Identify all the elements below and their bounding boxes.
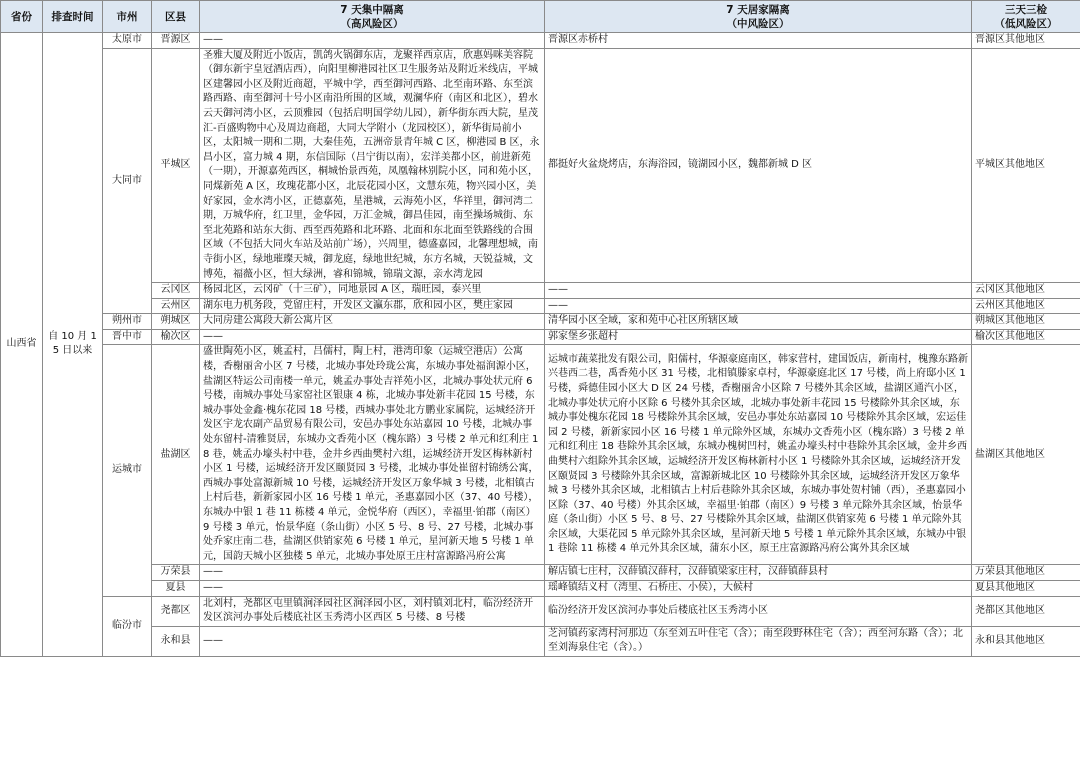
header-low-risk <box>972 1 1080 33</box>
table-row <box>1 48 1080 283</box>
low-risk-cell: 榆次区其他地区 <box>972 329 1080 345</box>
header-province: 省份 <box>1 1 43 33</box>
table-row <box>1 626 1080 656</box>
district-cell: 云冈区 <box>152 283 200 299</box>
header-row <box>1 1 1080 33</box>
low-risk-cell: 夏县其他地区 <box>972 580 1080 596</box>
city-cell: 大同市 <box>103 48 152 314</box>
high-risk-cell: —— <box>200 33 545 49</box>
table-row <box>1 596 1080 626</box>
mid-risk-cell: 清华园小区全域，家和苑中心社区所辖区域 <box>545 314 972 330</box>
mid-risk-cell: —— <box>545 298 972 314</box>
mid-risk-cell: 芝河镇药家湾村河那边（东至刘五叶住宅（含）；南至段野林住宅（含）；西至河东路（含）；北至刘海泉住宅（含）。） <box>545 626 972 656</box>
mid-risk-cell: 运城市蔬菜批发有限公司，阳儒村，华源豪庭南区，韩家营村，建国饭店，新南村，槐豫东路新兴巷西二巷，禹香苑小区 31 号楼，北相镇滕家卓村，华源豪庭北区 17 号楼，尚上府邸小区 1 号楼，舜德佳园小区大 D 区 24 号楼，香榭丽舍小区除 7 号楼外其余区域，盐湖区通汽小区，北城办事处状元府小区除 6 号楼外其余区域，北城办事处新丰花园 15 号楼除外其余区域，东城办事处槐东花园 18 号楼除外其余区域，安邑办事处东站嘉园 10 号楼除外其余区域，宏运佳园 2 号楼，新新家园小区 16 号楼 1 单元除外区域，东城办文香苑小区（槐东路）3 号楼 2 单元和红利庄 18 巷除外其余区域，东城办槐树凹村，姚孟办壕头村中巷除外其余区域，金井乡西曲樊村六组除外其余区域，运城经济开发区梅林新村小区 1 号楼除外其余区域，运城经济开发区颐贤园 3 号楼除外其余区域，富源新城北区 10 号楼除外其余区域，运城经济开发区万象华城 3 号楼外其余区域，北相镇古上村后巷除外其余区域，东城办事处贺村铺（西），圣惠嘉园小区除（37、40 号楼）外其余区域，幸福里·铂郡（南区）9 号楼 3 单元除外其余区域，怡景华庭（条山街）小区 5 号、8 号、27 号楼除外其余区域，盐湖区供销家苑 6 号楼 1 单元除外其余区域，大渠花园 5 单元除外其余区域，星河新天地 5 号楼 1 单元除外其余区域，东城办中银 1 巷除 11 栋楼 4 单元外其余区域，蒲东小区，原王庄富源路冯府公寓外其余区域 <box>545 345 972 565</box>
mid-risk-cell: 瑶峰镇结义村（湾里、石桥庄、小侯），大候村 <box>545 580 972 596</box>
district-cell: 晋源区 <box>152 33 200 49</box>
low-risk-cell: 朔城区其他地区 <box>972 314 1080 330</box>
city-cell: 运城市 <box>103 345 152 596</box>
header-high-line1: 7 天集中隔离 <box>340 3 404 16</box>
header-district: 区县 <box>152 1 200 33</box>
high-risk-cell: 湖东电力机务段，党留庄村，开发区文瀛东郡，欣和园小区，樊庄家园 <box>200 298 545 314</box>
low-risk-cell: 晋源区其他地区 <box>972 33 1080 49</box>
high-risk-cell: 北刘村，尧都区屯里镇涧泽园社区涧泽园小区，刘村镇刘北村，临汾经济开发区滨河办事处后楼底社区玉秀湾小区西区 5 号楼、8 号楼 <box>200 596 545 626</box>
district-cell: 盐湖区 <box>152 345 200 565</box>
mid-risk-cell: 解店镇七庄村，汉薛镇汉薛村，汉薛镇梁家庄村，汉薛镇薛县村 <box>545 565 972 581</box>
header-mid-line2: （中风险区） <box>726 17 790 30</box>
high-risk-cell: 杨园北区，云冈矿（十三矿），同地景园 A 区，瑞旺园，泰兴里 <box>200 283 545 299</box>
mid-risk-cell: —— <box>545 283 972 299</box>
table-row <box>1 298 1080 314</box>
district-cell: 尧都区 <box>152 596 200 626</box>
high-risk-cell: 大同房建公寓段大新公寓片区 <box>200 314 545 330</box>
low-risk-cell: 平城区其他地区 <box>972 48 1080 283</box>
high-risk-cell: —— <box>200 580 545 596</box>
province-cell: 山西省 <box>1 33 43 657</box>
table-row <box>1 329 1080 345</box>
low-risk-cell: 盐湖区其他地区 <box>972 345 1080 565</box>
low-risk-cell: 云州区其他地区 <box>972 298 1080 314</box>
city-cell: 晋中市 <box>103 329 152 345</box>
mid-risk-cell: 晋源区赤桥村 <box>545 33 972 49</box>
header-high-line2: （高风险区） <box>340 17 404 30</box>
low-risk-cell: 万荣县其他地区 <box>972 565 1080 581</box>
district-cell: 平城区 <box>152 48 200 283</box>
district-cell: 榆次区 <box>152 329 200 345</box>
city-cell: 太原市 <box>103 33 152 49</box>
district-cell: 永和县 <box>152 626 200 656</box>
low-risk-cell: 云冈区其他地区 <box>972 283 1080 299</box>
table-row <box>1 345 1080 565</box>
header-city: 市州 <box>103 1 152 33</box>
table-row <box>1 314 1080 330</box>
high-risk-cell: 盛世陶苑小区，姚孟村，吕儒村，陶上村，港湾印象（运城空港店）公寓楼，香榭丽舍小区 7 号楼，北城办事处玲珑公寓，东城办事处福润源小区，盐湖区特运公司南楼一单元，姚孟办事处吉祥苑小区，北城办事处状元府 6 号楼，南城办事处马家窑社区银康 4 栋，北城办事处新丰花园 15 号楼，东城办事处金鑫·槐东花园 18 号楼，西城办事处北方鹏业家属院，运城经济开发区宇龙农副产品贸易有限公司，安邑办事处东站嘉园 10 号楼，北城办事处东留村-清雅贤居，东城办文香苑小区（槐东路）3 号楼 2 单元和红利庄 18 巷，姚孟办壕头村中巷，金井乡西曲樊村六组，运城经济开发区梅林新村小区 1 号楼，运城经济开发区颐贤园 3 号楼，北城办事处崔留村锦绣公寓，西城办事处富源新城 10 号楼，运城经济开发区万象华城 3 号楼，北相镇古上村后巷，新新家园小区 16 号楼 1 单元，圣惠嘉园小区（37、40 号楼），东城办中银 1 巷 11 栋楼 4 单元，金悦华府（西区），幸福里·铂郡（南区）9 号楼 3 单元，怡景华庭（条山街）小区 5 号、8 号、27 号楼，北城办事处乔家庄南二巷，盐湖区供销家苑 6 号楼 1 单元，星河新天地 5 号楼 1 单元，国韵天城小区独楼 5 单元，北城办事处原王庄村富源路冯府公寓 <box>200 345 545 565</box>
table-row <box>1 565 1080 581</box>
low-risk-cell: 永和县其他地区 <box>972 626 1080 656</box>
header-mid-line1: 7 天居家隔离 <box>726 3 790 16</box>
header-time: 排查时间 <box>43 1 103 33</box>
header-high-risk <box>200 1 545 33</box>
header-mid-risk <box>545 1 972 33</box>
district-cell: 朔城区 <box>152 314 200 330</box>
header-low-line2: （低风险区） <box>994 17 1058 30</box>
city-cell: 临汾市 <box>103 596 152 656</box>
high-risk-cell: —— <box>200 329 545 345</box>
district-cell: 夏县 <box>152 580 200 596</box>
district-cell: 万荣县 <box>152 565 200 581</box>
high-risk-cell: —— <box>200 626 545 656</box>
table-row <box>1 283 1080 299</box>
district-cell: 云州区 <box>152 298 200 314</box>
period-cell: 自 10 月 15 日以来 <box>43 33 103 657</box>
high-risk-cell: —— <box>200 565 545 581</box>
header-low-line1: 三天三检 <box>1005 3 1047 16</box>
city-cell: 朔州市 <box>103 314 152 330</box>
low-risk-cell: 尧都区其他地区 <box>972 596 1080 626</box>
mid-risk-cell: 都挺好火盆烧烤店，东海浴园，镜湖园小区，魏都新城 D 区 <box>545 48 972 283</box>
mid-risk-cell: 郭家堡乡张超村 <box>545 329 972 345</box>
mid-risk-cell: 临汾经济开发区滨河办事处后楼底社区玉秀湾小区 <box>545 596 972 626</box>
table-row <box>1 580 1080 596</box>
high-risk-cell: 圣雅大厦及附近小饭店，凯鸽火锅御东店，龙聚祥西京店，欣惠妈咪美容院（御东新宇皇冠酒店西），向阳里柳港园社区卫生服务站及附近米线店，平城区建馨园小区及附近商超，平城中学，西至御河西路、北至南环路、东至滨路西路、南至御河十号小区南沿所围的区域，观澜华府（南区和北区），碧水云天御河湾小区，云顶雅园（包括启明国学幼儿园），新华街东西大院，星茂汇-百盛购物中心及周边商超，大同大学附小（龙园校区），新华街局前小区，太阳城一期和二期，大秦佳苑，五洲帝景青年城 C 区，柳港园 B 区，永昌小区，富力城 4 期，东信国际（吕宁街以南），宏洋美都小区，前进新苑（一期），开源嘉苑西区，桐城怡景西苑，凤凰翰林别院小区，同和苑小区，同煤新苑 A 区，玫瑰花都小区，北辰花园小区，文慧东苑，物兴园小区，美好家园，金水湾小区，正德嘉苑，星港城，云海苑小区，华祥里，御河湾二期，万城华府，红卫里，金华园，万汇金城，御昌佳园，南至操场城街、东至北苑路和站东大街、西至西苑路和北环路、北面和东北面至铁路线的合围区域（不包括大同火车站及站前广场），兴周里，德盛嘉园，北馨理想城，南寺街小区，绿地璀璨天城，御龙庭，绿地世纪城，东方名城，天锐益城，文博苑，福薇小区，恒大绿洲，睿和锦城，锦瑞文源，亲水湾龙园 <box>200 48 545 283</box>
table-row <box>1 33 1080 49</box>
